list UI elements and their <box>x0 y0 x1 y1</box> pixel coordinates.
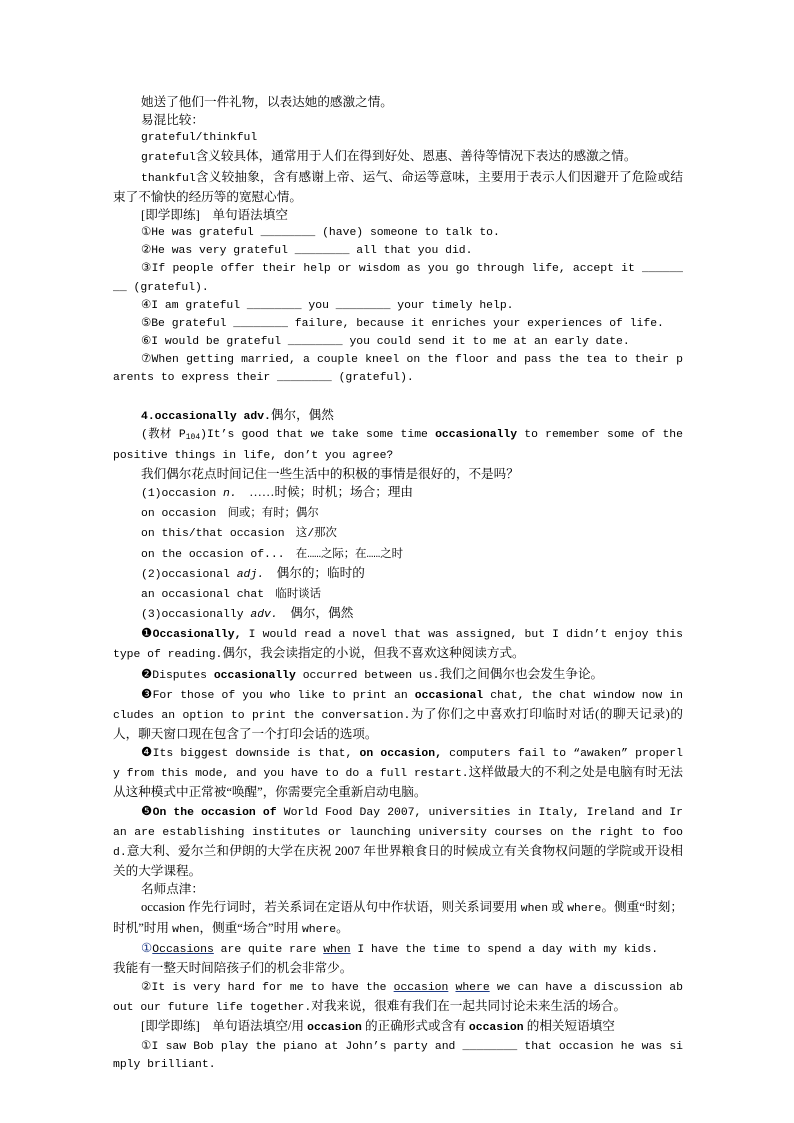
exercise-heading: [即学即练] 单句语法填空 <box>141 207 288 222</box>
word-pair: grateful/thinkful <box>141 132 258 145</box>
definition-line: (3)occasionally adv. 偶尔，偶然 <box>141 606 354 622</box>
grateful-note: grateful含义较具体，通常用于人们在得到好处、恩惠、善待等情况下表达的感激之情。 <box>141 149 637 165</box>
translation-line: 她送了他们一件礼物，以表达她的感激之情。 <box>141 95 393 109</box>
definition-line: (2)occasional adj. 偶尔的；临时的 <box>141 565 365 581</box>
exercise-item: ⑦When getting married, a couple kneel on the floor and pass the tea to their parents to express their ________ (grateful). <box>113 354 683 385</box>
teacher-tip-heading: 名师点津： <box>141 882 204 897</box>
document-page <box>113 93 683 1074</box>
example-sentence: ❷Disputes occasionally occurred between us.我们之间偶尔也会发生争论。 <box>141 666 604 682</box>
section-heading: 4.occasionally adv.偶尔，偶然 <box>141 407 334 423</box>
exercise-item: ③If people offer their help or wisdom as you go through life, accept it ________ (grateful). <box>113 263 683 294</box>
exercise-item: ①I saw Bob play the piano at John’s party and ________ that occasion he was simply brilliant. <box>113 1040 683 1071</box>
definition-line: on this/that occasion 这/那次 <box>141 528 337 541</box>
exercise-item: ⑤Be grateful ________ failure, because it enriches your experiences of life. <box>141 317 664 330</box>
exercise-item: ②He was very grateful ________ all that you did. <box>141 245 473 258</box>
exercise-item: ①He was grateful ________ (have) someone to talk to. <box>141 227 500 240</box>
definition-line: an occasional chat 临时谈话 <box>141 588 321 601</box>
definition-line: on the occasion of... 在……之际；在……之时 <box>141 548 404 561</box>
exercise-item: ④I am grateful ________ you ________ your timely help. <box>141 299 514 312</box>
definition-line: (1)occasion n. ……时候；时机；场合；理由 <box>141 485 414 501</box>
teacher-tip: occasion 作先行词时，若关系词在定语从句中作状语，则关系词要用 when 或 where。侧重“时刻；时机”时用 when，侧重“场合”时用 where。 <box>113 900 684 936</box>
tip-example: ②It is very hard for me to have the occasion where we can have a discussion about our future life together.对我来说，很难有我们在一起共同讨论未来生活的场合。 <box>113 982 683 1015</box>
exercise-heading: [即学即练] 单句语法填空/用 occasion 的正确形式或含有 occasion 的相关短语填空 <box>141 1019 615 1035</box>
exercise-item: ⑥I would be grateful ________ you could send it to me at an early date. <box>141 336 630 349</box>
thankful-note: thankful含义较抽象，含有感谢上帝、运气、命运等意味，主要用于表示人们因避开了危险或结束了不愉快的经历等的宽慰心情。 <box>113 169 683 204</box>
textbook-quote: (教材 $P_{104})It’s$ good that we take some time occasionally to remember some of the positive things in life, don’t you agree? <box>113 428 683 462</box>
confusion-heading: 易混比较： <box>141 113 204 128</box>
tip-example: ①Occasions are quite rare when I have the time to spend a day with my kids. 我能有一整天时间陪孩子们的机会非常少。 <box>113 940 659 975</box>
example-sentence: ❸For those of you who like to print an occasional chat, the chat window now includes an option to print the conversation.为了你们之中喜欢打印临时对话(的聊天记录)的人，聊天窗口现在包含了一个打印会话的选项。 <box>113 686 684 741</box>
example-sentence: ❶Occasionally, I would read a novel that was assigned, but I didn’t enjoy this type of reading.偶尔，我会读指定的小说，但我不喜欢这种阅读方式。 <box>113 626 683 662</box>
example-sentence: ❺On the occasion of World Food Day 2007, universities in Italy, Ireland and Iran are establishing institutes or launching university courses on the right to food.意大利、爱尔兰和伊朗的大学在庆祝 2007 年世界粮食日的时候成立有关食物权问题的学院或开设相关的大学课程。 <box>113 803 684 879</box>
example-sentence: ❹Its biggest downside is that, on occasion, computers fail to “awaken” properly from this mode, and you have to do a full restart.这样做最大的不利之处是电脑有时无法从这种模式中正常被“唤醒”，你需要完全重新启动电脑。 <box>113 745 683 800</box>
definition-line: on occasion 间或；有时；偶尔 <box>141 508 319 521</box>
quote-translation: 我们偶尔花点时间记住一些生活中的积极的事情是很好的，不是吗？ <box>141 466 519 481</box>
spacer <box>113 388 683 406</box>
